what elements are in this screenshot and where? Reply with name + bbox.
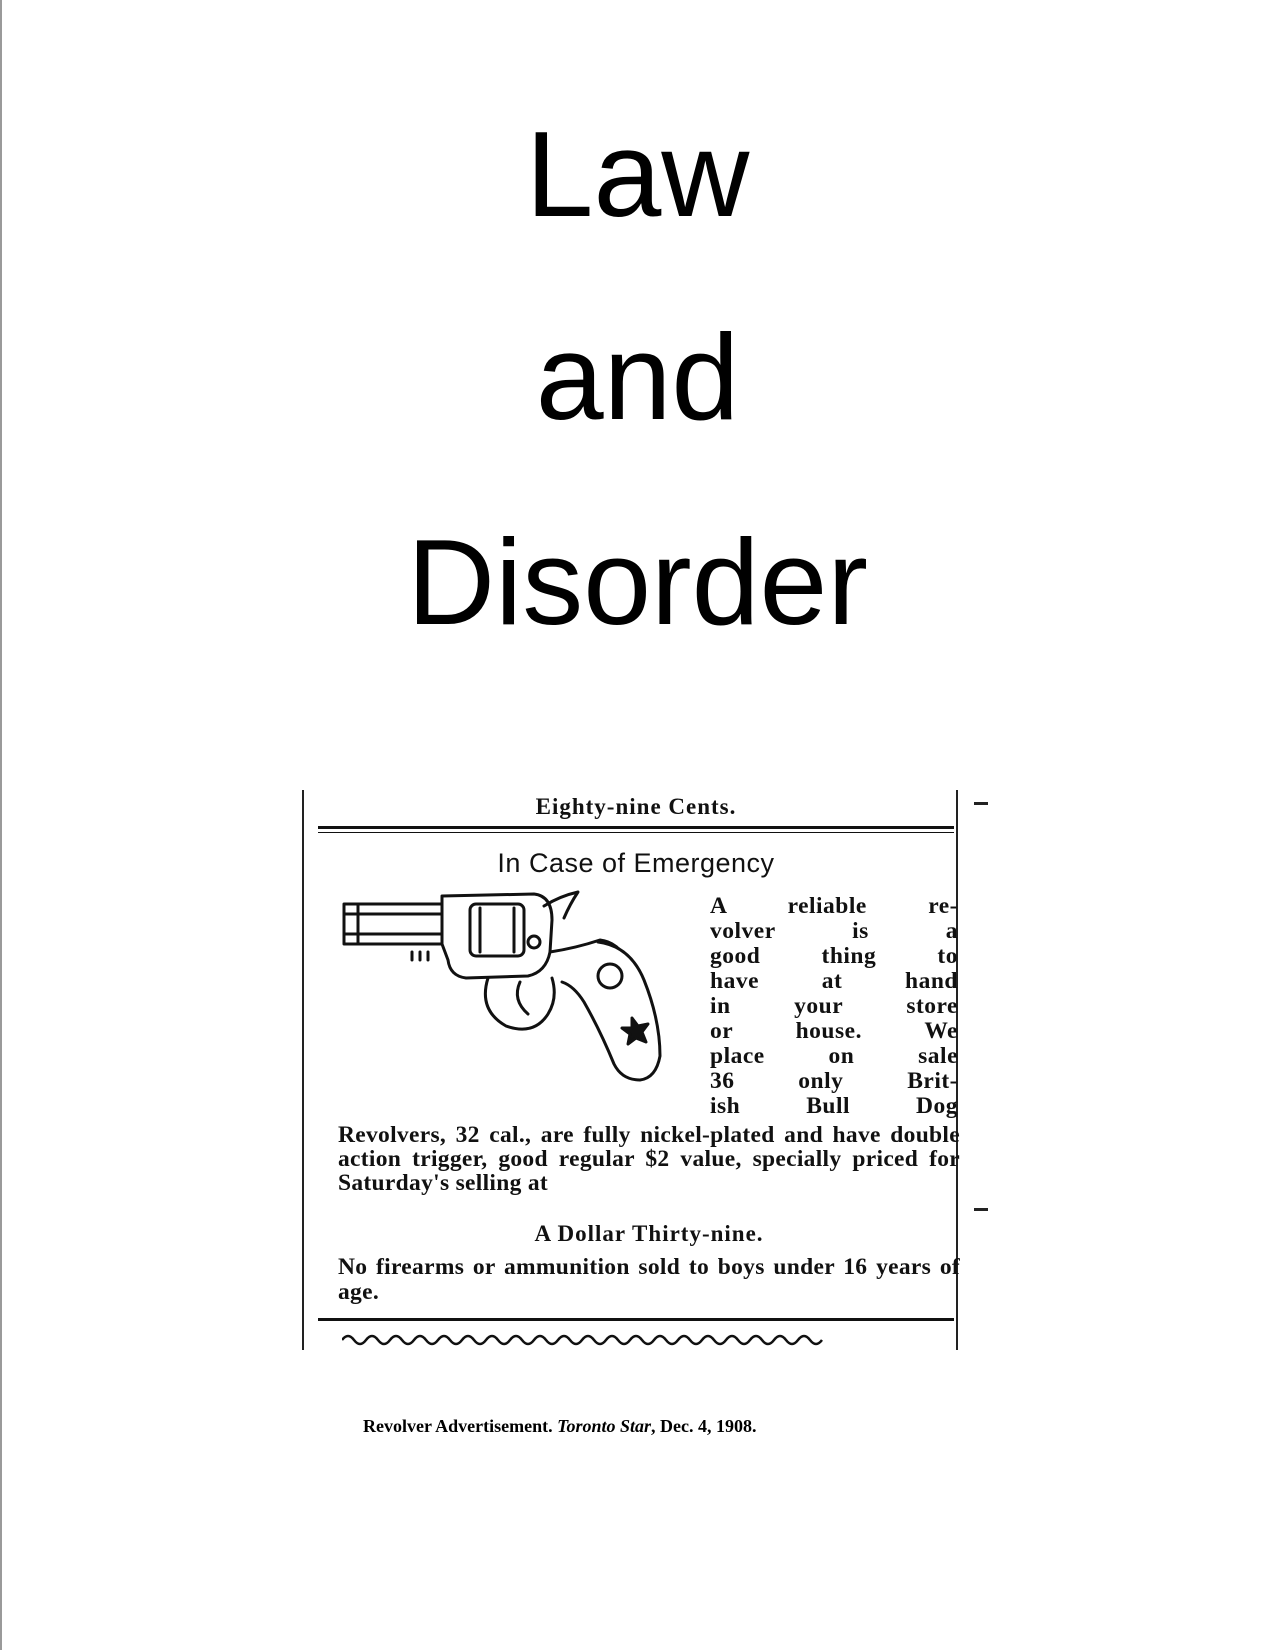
ad-side-line: good thing to — [710, 943, 958, 969]
ad-side-line: ish Bull Dog — [710, 1093, 958, 1119]
ad-bottom-rule — [318, 1318, 954, 1321]
ad-headline: In Case of Emergency — [497, 848, 775, 878]
decorative-wavy-border — [342, 1328, 902, 1350]
ad-side-line: have at hand — [710, 968, 958, 994]
ad-body-text: Revolvers, 32 cal., are fully nickel-plated and have double action trigger, good regular $2 value, specially priced for Saturday's selling at — [338, 1122, 960, 1196]
ad-side-line: in your store — [710, 993, 958, 1019]
newspaper-clipping — [302, 790, 988, 1350]
ad-price: A Dollar Thirty-nine. — [534, 1221, 764, 1246]
caption-lead: Revolver Advertisement. — [363, 1416, 553, 1436]
caption-date: , Dec. 4, 1908. — [651, 1416, 757, 1436]
title-line-disorder: Disorder — [406, 514, 868, 650]
ad-side-line: or house. We — [710, 1018, 958, 1044]
ad-side-line: A reliable re- — [710, 893, 958, 919]
clipping-left-rule — [302, 790, 304, 1350]
clipping-masthead: Eighty-nine Cents. — [535, 794, 737, 819]
figure-caption — [363, 1416, 757, 1437]
revolver-illustration — [338, 890, 688, 1104]
ad-side-line: volver is a — [710, 918, 958, 944]
masthead-rule-thin — [318, 832, 954, 833]
title-line-and: and — [535, 309, 740, 445]
masthead-rule — [318, 826, 954, 829]
ad-side-line: 36 only Brit- — [710, 1068, 958, 1094]
ad-side-line: place on sale — [710, 1043, 958, 1069]
title-line-law: Law — [525, 106, 750, 242]
ad-side-text — [710, 894, 958, 1119]
clipping-tick — [974, 802, 988, 805]
clipping-tick — [974, 1208, 988, 1211]
page-left-border — [0, 0, 2, 1650]
caption-source: Toronto Star — [557, 1416, 652, 1436]
ad-notice: No firearms or ammunition sold to boys under 16 years of age. — [338, 1254, 960, 1305]
